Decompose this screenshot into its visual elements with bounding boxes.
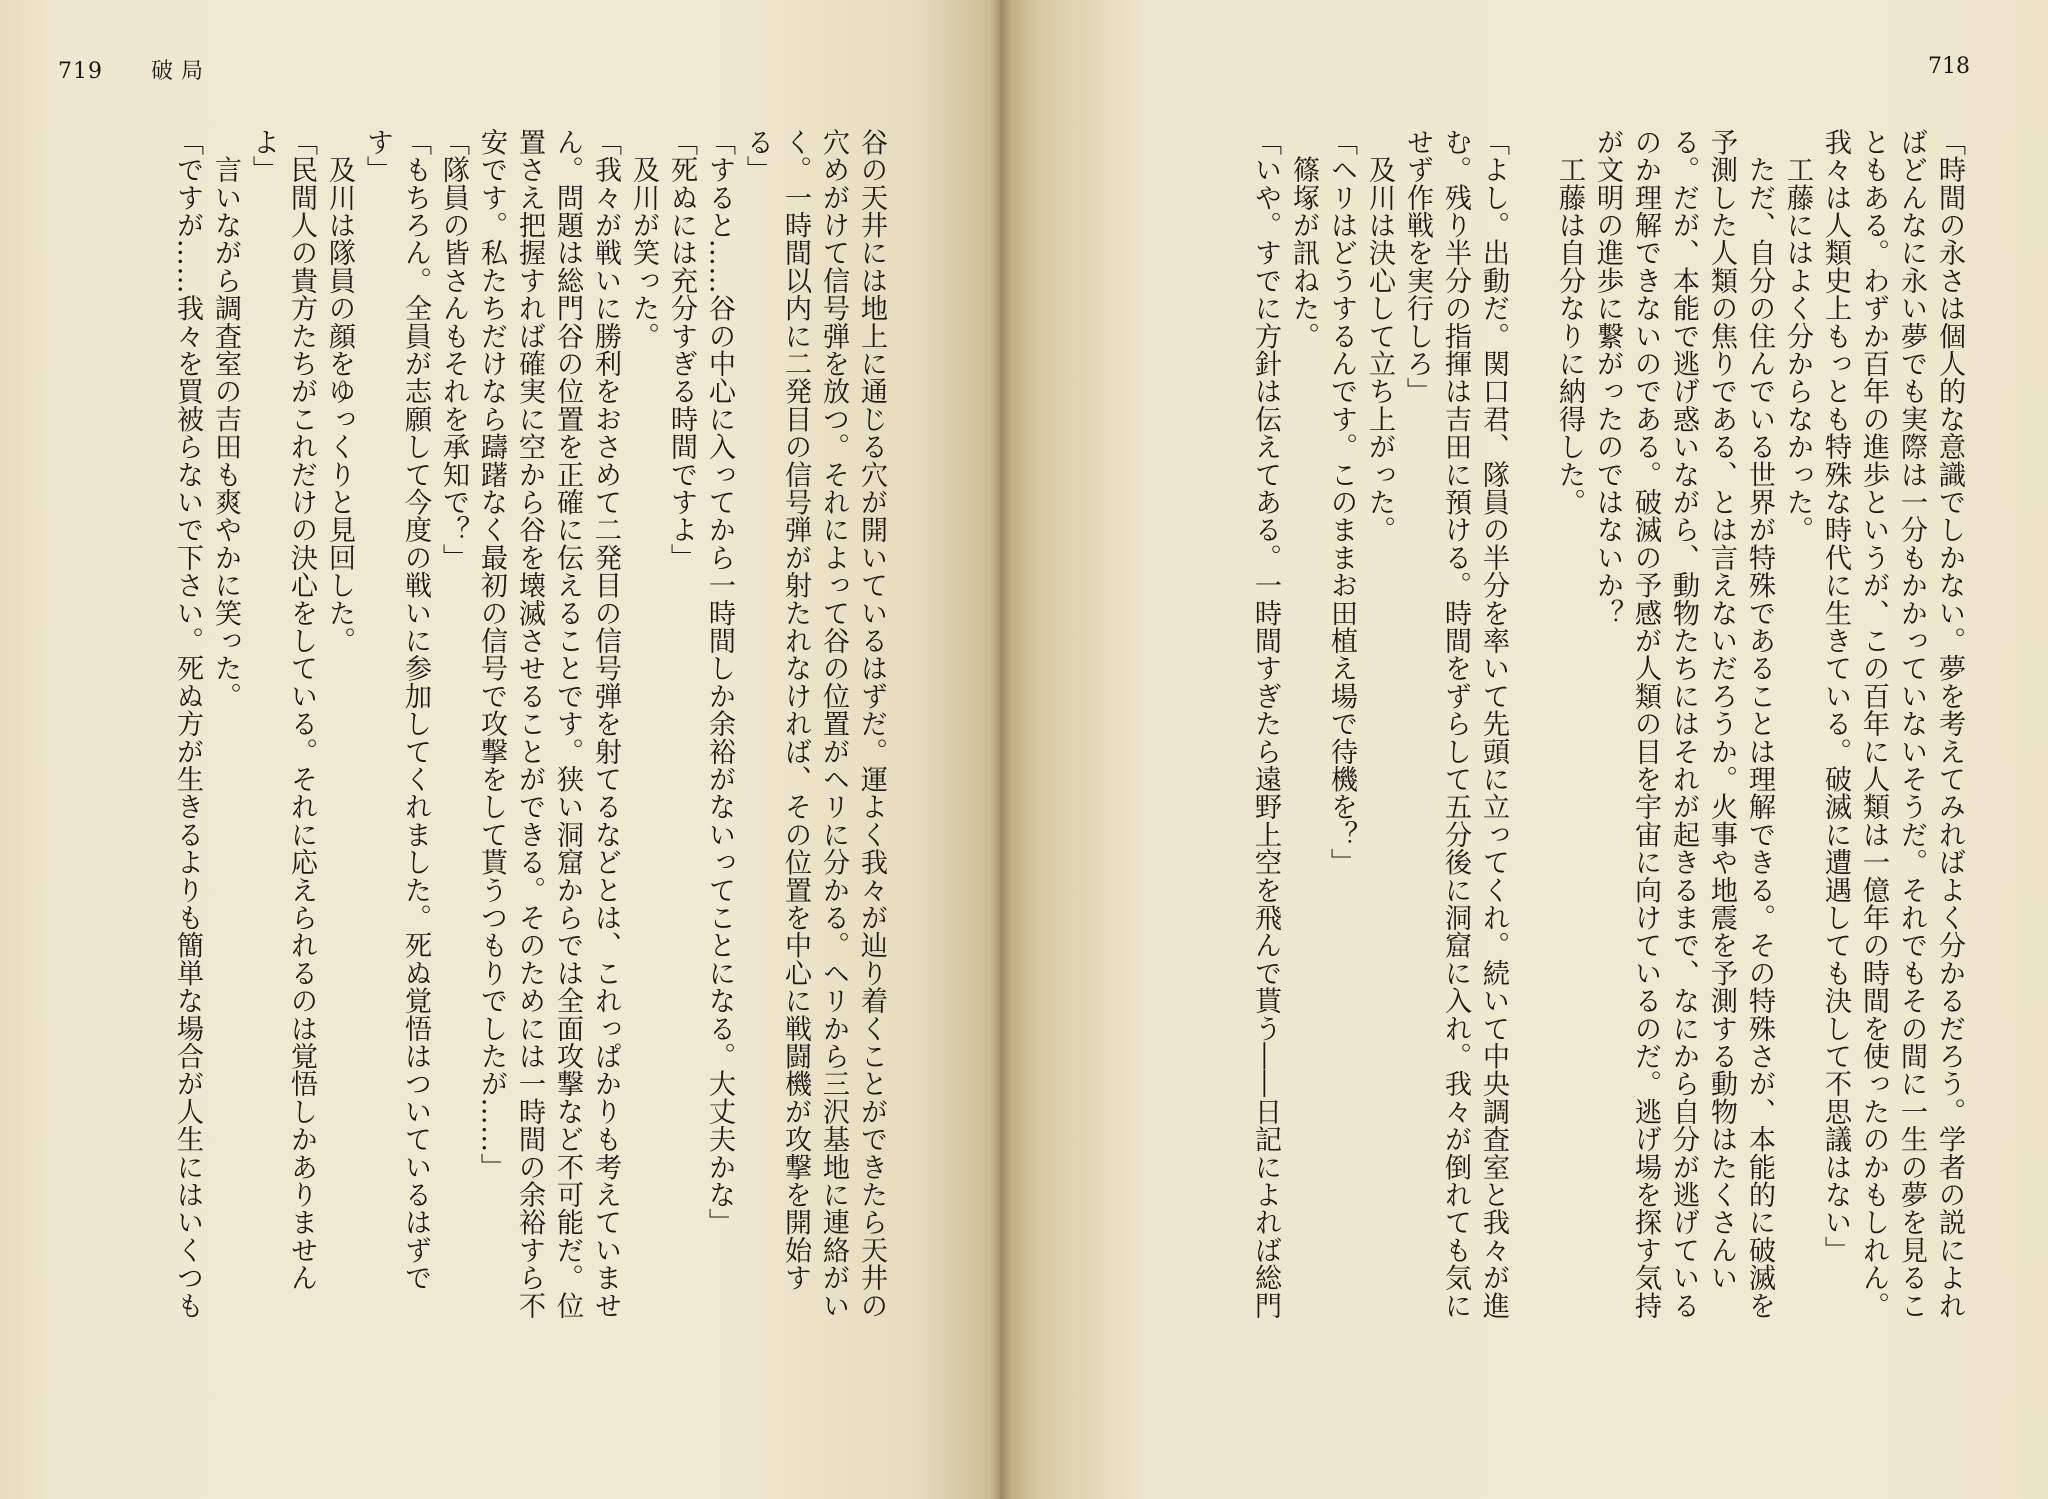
text-column: む。残り半分の指揮は吉田に預ける。時間をずらして五分後に洞窟に入れ。我々が倒れても気に [1440, 128, 1471, 1320]
right-page-number: 718 [1928, 54, 1970, 79]
text-column: る」 [742, 128, 773, 184]
right-page [1000, 0, 2048, 1499]
text-column: 「我々が戦いに勝利をおさめて二発目の信号弾を射てるなどとは、これっぱかりも考えていませ [590, 128, 621, 1320]
text-column: 篠塚が訊ねた。 [1288, 128, 1319, 350]
book-gutter [990, 0, 1012, 1499]
section-break [1512, 128, 1550, 1428]
text-column: 「隊員の皆さんもそれを承知で？」 [438, 128, 469, 572]
text-column: 「ヘリはどうするんです。このままお田植え場で待機を？」 [1326, 128, 1357, 876]
text-column: ばどんなに永い夢でも実際は一分もかかっていないそうだ。それでもその間に一生の夢を見るこ [1896, 128, 1927, 1320]
text-column: 及川は隊員の顔をゆっくりと見回した。 [324, 128, 355, 655]
text-column: 「死ぬには充分すぎる時間ですよ」 [666, 128, 697, 572]
text-column: せず作戦を実行しろ」 [1402, 128, 1433, 405]
text-column: 言いながら調査室の吉田も爽やかに笑った。 [210, 128, 241, 710]
text-column: 及川は決心して立ち上がった。 [1364, 128, 1395, 544]
text-column: 「時間の永さは個人的な意識でしかない。夢を考えてみればよく分かるだろう。学者の説によれ [1934, 128, 1965, 1320]
text-column: ともある。わずか百年の進歩というが、この百年に人類は一億年の時間を使ったのかもしれん。 [1858, 128, 1889, 1320]
text-column: 安です。私たちだけなら躊躇なく最初の信号で攻撃をして貰うつもりでしたが……」 [476, 128, 507, 1181]
text-column: ん。問題は総門谷の位置を正確に伝えることです。狭い洞窟からでは全面攻撃など不可能だ。位 [552, 128, 583, 1320]
text-column: 「よし。出動だ。関口君、隊員の半分を率いて先頭に立ってくれ。続いて中央調査室と我々が進 [1478, 128, 1509, 1320]
text-column: 谷の天井には地上に通じる穴が開いているはずだ。運よく我々が辿り着くことができたら天井の [856, 128, 887, 1320]
text-column: 及川が笑った。 [628, 128, 659, 350]
text-column: る。だが、本能で逃げ惑いながら、動物たちにはそれが起きるまで、なにから自分が逃げている [1668, 128, 1699, 1320]
text-column: 我々は人類史上もっとも特殊な時代に生きている。破滅に遭遇しても決して不思議はない」 [1820, 128, 1851, 1264]
left-page-body [50, 128, 890, 1428]
left-page [0, 0, 1000, 1499]
text-column: ただ、自分の住んでいる世界が特殊であることは理解できる。その特殊さが、本能的に破滅を [1744, 128, 1775, 1320]
text-column: 「民間人の貴方たちがこれだけの決心をしている。それに応えられるのは覚悟しかありません [286, 128, 317, 1292]
text-column: 「ですが……我々を買被らないで下さい。死ぬ方が生きるよりも簡単な場合が人生にはいくつも [172, 128, 203, 1320]
text-column: 置さえ把握すれば確実に空から谷を壊滅させることができる。そのためには一時間の余裕すら不 [514, 128, 545, 1320]
right-page-body [1068, 128, 1968, 1428]
text-column: 工藤は自分なりに納得した。 [1554, 128, 1585, 516]
text-column: 予測した人類の焦りである、とは言えないだろうか。火事や地震を予測する動物はたくさんい [1706, 128, 1737, 1292]
text-column: のか理解できないのである。破滅の予感が人類の目を宇宙に向けているのだ。逃げ場を探す気持 [1630, 128, 1661, 1320]
running-title: 破局 [151, 59, 212, 84]
text-column: く。一時間以内に二発目の信号弾が射たれなければ、その位置を中心に戦闘機が攻撃を開始す [780, 128, 811, 1292]
text-column: 穴めがけて信号弾を放つ。それによって谷の位置がヘリに分かる。ヘリから三沢基地に連絡がい [818, 128, 849, 1320]
left-page-header [58, 54, 211, 85]
text-column: 「いや。すでに方針は伝えてある。一時間すぎたら遠野上空を飛んで貰う――日記によれば総門 [1250, 128, 1281, 1320]
text-column: が文明の進歩に繋がったのではないか？ [1592, 128, 1623, 627]
text-column: 「すると……谷の中心に入ってから一時間しか余裕がないってことになる。大丈夫かな」 [704, 128, 735, 1236]
text-column: 「もちろん。全員が志願して今度の戦いに参加してくれました。死ぬ覚悟はついているはずで [400, 128, 431, 1292]
text-column: 工藤にはよく分からなかった。 [1782, 128, 1813, 544]
left-page-number: 719 [58, 59, 103, 84]
text-column: す」 [362, 128, 393, 184]
text-column: よ」 [248, 128, 279, 184]
